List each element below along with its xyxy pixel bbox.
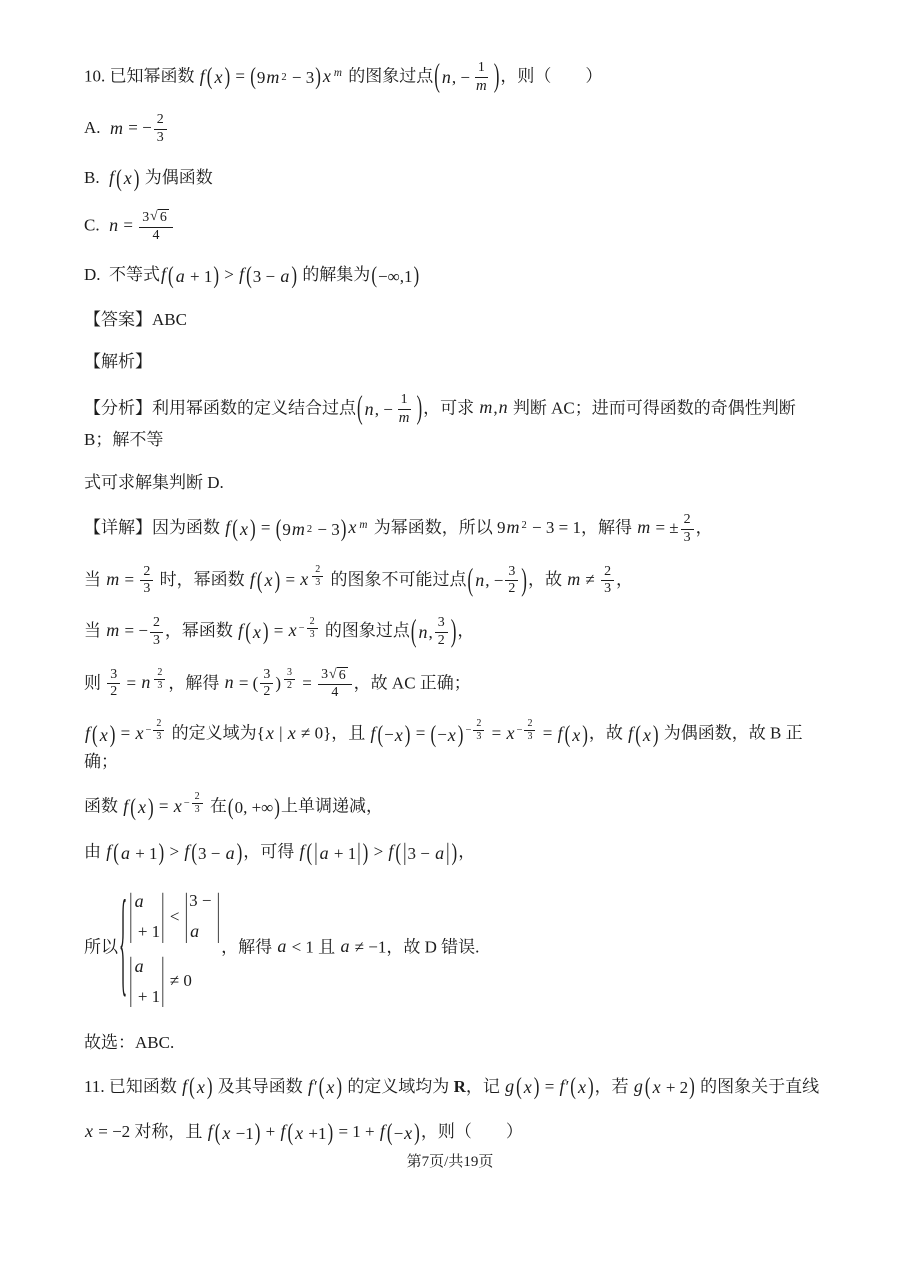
q10-solution-1: 【详解】因为函数 f ( x ) = ( 9 m 2 − 3 ) x m 为幂函数，所以 9m 2 − 3 = 1，解得 m = ± $\frac{2}{3}$ ， xyxy=(84,512,713,545)
fraction: $\frac{3}{2}$ xyxy=(260,667,273,701)
close-bracket: ) xyxy=(362,838,369,867)
q10-solution-3: 当 m = − $\frac{2}{3}$ ，幂函数 f ( x ) = x − $\frac{2}{3}$ 的图象过点 ( n , $\frac{3}{2}$ ) ， xyxy=(84,613,475,649)
fraction: $\frac{2}{3}$ xyxy=(154,112,167,146)
fraction: $\frac{2}{3}$ xyxy=(601,564,614,598)
close-bracket: ) xyxy=(413,262,420,289)
close-bracket: ) xyxy=(236,838,243,867)
open-bracket: ( xyxy=(227,793,234,820)
q10-stem: 10. 已知幂函数 f ( x ) = ( 9 m 2 − 3 ) x m 的图象过点 ( n , − $\frac{1}{m}$ ) ，则（ ） xyxy=(84,58,603,95)
open-bracket: ( xyxy=(306,838,313,867)
close-bracket: ) xyxy=(109,720,116,748)
close-bracket: ) xyxy=(457,720,464,748)
square-root: √ 6 xyxy=(329,666,346,683)
superscript: − $\frac{2}{3}$ xyxy=(145,718,166,743)
close-bracket: ) xyxy=(254,1118,261,1146)
q10-solution-7: 由 f ( a + 1 ) > f ( 3 − a ) ，可得 f ( | a + 1 | ) > f ( | 3 − a | ) ， xyxy=(84,838,476,867)
fraction: 3 √ 6 4 xyxy=(139,209,173,244)
open-bracket: ( xyxy=(245,617,251,645)
close-bracket: ) xyxy=(206,1072,213,1101)
close-bracket: | xyxy=(357,838,361,867)
q10-solution-4: 则 $\frac{3}{2}$ = n $\frac{2}{3}$ ，解得 n = ( $\frac{3}{2}$ ) $\frac{3}{2}$ = 3 √ 6 4 ，故 AC 正确； xyxy=(84,666,471,700)
q10-conclusion: 故选：ABC. xyxy=(84,1033,175,1053)
superscript: − $\frac{2}{3}$ xyxy=(465,718,486,743)
fraction: $\frac{2}{3}$ xyxy=(154,667,165,692)
fraction: $\frac{1}{m}$ xyxy=(398,391,410,426)
q10-solution-8: 所以 { | a + 1 | < | 3 − a | | a + 1 | ≠ 0 ，解得 a < 1 且 a ≠ −1，故 D 错误. xyxy=(84,884,828,1013)
close-bracket: ) xyxy=(493,58,500,95)
close-bracket: | xyxy=(216,882,221,945)
fraction: $\frac{2}{3}$ xyxy=(473,718,484,743)
open-bracket: ( xyxy=(357,389,363,426)
superscript: − $\frac{2}{3}$ xyxy=(184,791,205,816)
open-bracket: | xyxy=(403,838,407,867)
open-bracket: ( xyxy=(410,613,417,649)
superscript: 2 xyxy=(306,523,313,535)
close-bracket: ) xyxy=(274,793,280,820)
open-bracket: ( xyxy=(214,1118,221,1146)
open-bracket: ( xyxy=(371,262,377,289)
close-bracket: ) xyxy=(416,389,423,426)
fraction: $\frac{2}{3}$ xyxy=(150,615,163,649)
fraction: $\frac{2}{3}$ xyxy=(192,791,203,816)
superscript xyxy=(152,667,167,692)
open-bracket: ( xyxy=(206,62,213,91)
close-bracket: ) xyxy=(336,1072,343,1101)
close-bracket: ) xyxy=(582,720,588,748)
cases-brace xyxy=(118,877,221,1013)
square-root: √ 6 xyxy=(150,209,167,226)
close-bracket: ) xyxy=(315,62,321,91)
superscript xyxy=(310,564,325,589)
close-bracket: ) xyxy=(327,1118,334,1146)
close-bracket: ) xyxy=(340,514,347,542)
page-number: 第7页/共19页 xyxy=(406,1154,494,1170)
superscript: 2 xyxy=(521,519,527,531)
open-bracket: ( xyxy=(386,1118,393,1146)
open-bracket: | xyxy=(184,882,189,945)
open-bracket: ( xyxy=(318,1072,325,1101)
close-bracket: ) xyxy=(521,561,527,597)
open-bracket: ( xyxy=(644,1072,651,1101)
open-bracket: | xyxy=(314,838,318,867)
close-bracket: ) xyxy=(404,720,411,748)
fraction: $\frac{2}{3}$ xyxy=(140,564,153,598)
superscript xyxy=(282,667,297,692)
fraction: $\frac{2}{3}$ xyxy=(681,512,694,546)
q10-option-a: A. m = − $\frac{2}{3}$ xyxy=(84,112,828,146)
open-bracket: ( xyxy=(275,514,282,542)
q11-stem-1: 11. 已知函数 f ( x ) 及其导函数 f′ ( x ) 的定义域均为 R，记 g ( x ) = f′ ( x ) ，若 g ( x + 2 ) 的图象关于直线 xyxy=(84,1072,820,1101)
close-bracket: ) xyxy=(213,261,219,289)
fraction: $\frac{2}{3}$ xyxy=(307,616,318,641)
open-brace: { xyxy=(119,877,128,1009)
close-bracket: ) xyxy=(224,62,231,91)
open-bracket: | xyxy=(129,882,133,945)
q10-analysis-label: 【解析】 xyxy=(84,352,152,372)
q11-stem-2: x = −2 对称，且 f ( x −1 ) + f ( x +1 ) = 1 + f ( − x ) ，则（ ） xyxy=(85,1118,523,1146)
open-bracket: ( xyxy=(232,514,238,542)
page-footer xyxy=(0,1150,900,1171)
open-bracket: ( xyxy=(467,561,474,597)
case-row: | a + 1 | ≠ 0 xyxy=(128,951,192,1012)
q10-solution-2: 当 m = $\frac{2}{3}$ 时，幂函数 f ( x ) = x $\frac{2}{3}$ 的图象不可能过点 ( n , − $\frac{3}{2}$ ) ，故 m ≠ $\frac{2}{3}$ ， xyxy=(84,561,634,597)
open-bracket: ( xyxy=(564,720,571,748)
open-bracket: ( xyxy=(256,565,263,594)
superscript: − $\frac{2}{3}$ xyxy=(299,616,320,641)
superscript: m xyxy=(359,518,368,531)
q10-option-c: C. n = 3 √ 6 4 xyxy=(84,209,828,244)
open-bracket: ( xyxy=(570,1072,576,1101)
close-bracket: ) xyxy=(652,720,659,748)
q10-analysis-1: 【分析】利用幂函数的定义结合过点 ( n , − $\frac{1}{m}$ ) ，可求 m,n 判断 AC；进而可得函数的奇偶性判断 B；解不等 xyxy=(84,389,801,450)
superscript: m xyxy=(333,66,342,79)
close-bracket: ) xyxy=(147,792,154,821)
close-bracket: ) xyxy=(451,838,458,867)
fraction: $\frac{3}{2}$ xyxy=(435,615,448,649)
fraction: $\frac{2}{3}$ xyxy=(524,718,535,743)
open-bracket: ( xyxy=(250,62,256,91)
open-bracket: ( xyxy=(189,1072,195,1101)
q10-analysis-2: 式可求解集判断 D. xyxy=(84,472,224,492)
open-bracket: ( xyxy=(287,1118,294,1146)
open-bracket: ( xyxy=(395,838,402,867)
close-bracket: ) xyxy=(450,613,457,649)
open-bracket: ( xyxy=(191,838,197,867)
open-bracket: | xyxy=(129,947,133,1009)
close-bracket: ) xyxy=(291,261,298,289)
open-bracket: ( xyxy=(116,164,122,192)
fraction: $\frac{2}{3}$ xyxy=(312,564,323,589)
open-bracket: ( xyxy=(113,838,119,867)
open-bracket: ( xyxy=(92,720,98,748)
close-bracket: ) xyxy=(133,164,140,192)
close-bracket: | xyxy=(161,882,165,945)
close-bracket: | xyxy=(161,947,165,1009)
q10-answer: 【答案】ABC xyxy=(84,309,187,329)
fraction: 3 √ 6 4 xyxy=(318,667,352,702)
close-bracket: | xyxy=(446,838,450,867)
superscript: − $\frac{2}{3}$ xyxy=(517,718,538,743)
superscript: 2 xyxy=(281,71,287,83)
close-bracket: ) xyxy=(249,514,256,542)
close-bracket: ) xyxy=(533,1072,540,1101)
open-bracket: ( xyxy=(246,261,252,289)
open-bracket: ( xyxy=(516,1072,522,1101)
fraction: $\frac{3}{2}$ xyxy=(505,564,518,598)
case-row: | a + 1 | < | 3 − a | xyxy=(128,886,221,947)
fraction: $\frac{3}{2}$ xyxy=(107,667,120,701)
open-bracket: ( xyxy=(430,720,437,748)
q10-option-d: D. 不等式f ( a + 1 ) > f ( 3 − a ) 的解集为 ( −∞,1 ) xyxy=(84,261,420,289)
open-bracket: ( xyxy=(130,792,136,821)
fraction: $\frac{1}{m}$ xyxy=(476,60,487,94)
open-bracket: ( xyxy=(434,58,440,95)
fraction: $\frac{3}{2}$ xyxy=(284,667,295,692)
close-bracket: ) xyxy=(587,1072,594,1101)
close-bracket: ) xyxy=(414,1118,420,1146)
open-bracket: ( xyxy=(168,261,174,289)
open-bracket: ( xyxy=(635,720,641,748)
close-bracket: ) xyxy=(158,838,165,867)
open-bracket: ( xyxy=(377,720,384,748)
close-bracket: ) xyxy=(274,565,281,594)
q10-solution-6: 函数 f ( x ) = x − $\frac{2}{3}$ 在 ( 0, +∞ ) 上单调递减， xyxy=(84,791,383,821)
q10-solution-5: f ( x ) = x − $\frac{2}{3}$ 的定义域为{x | x ≠ 0}，且 f ( − x ) = ( − x ) − $\frac{2}{3}$ = x − $\frac{2}{3}$ = f ( x ) ，故 f ( x ) 为偶函数，故 B 正确； xyxy=(84,718,803,771)
close-bracket: ) xyxy=(262,617,269,645)
close-bracket: ) xyxy=(689,1072,695,1101)
q10-option-b: B. f ( x ) 为偶函数 xyxy=(84,164,213,192)
fraction: $\frac{2}{3}$ xyxy=(153,718,164,743)
